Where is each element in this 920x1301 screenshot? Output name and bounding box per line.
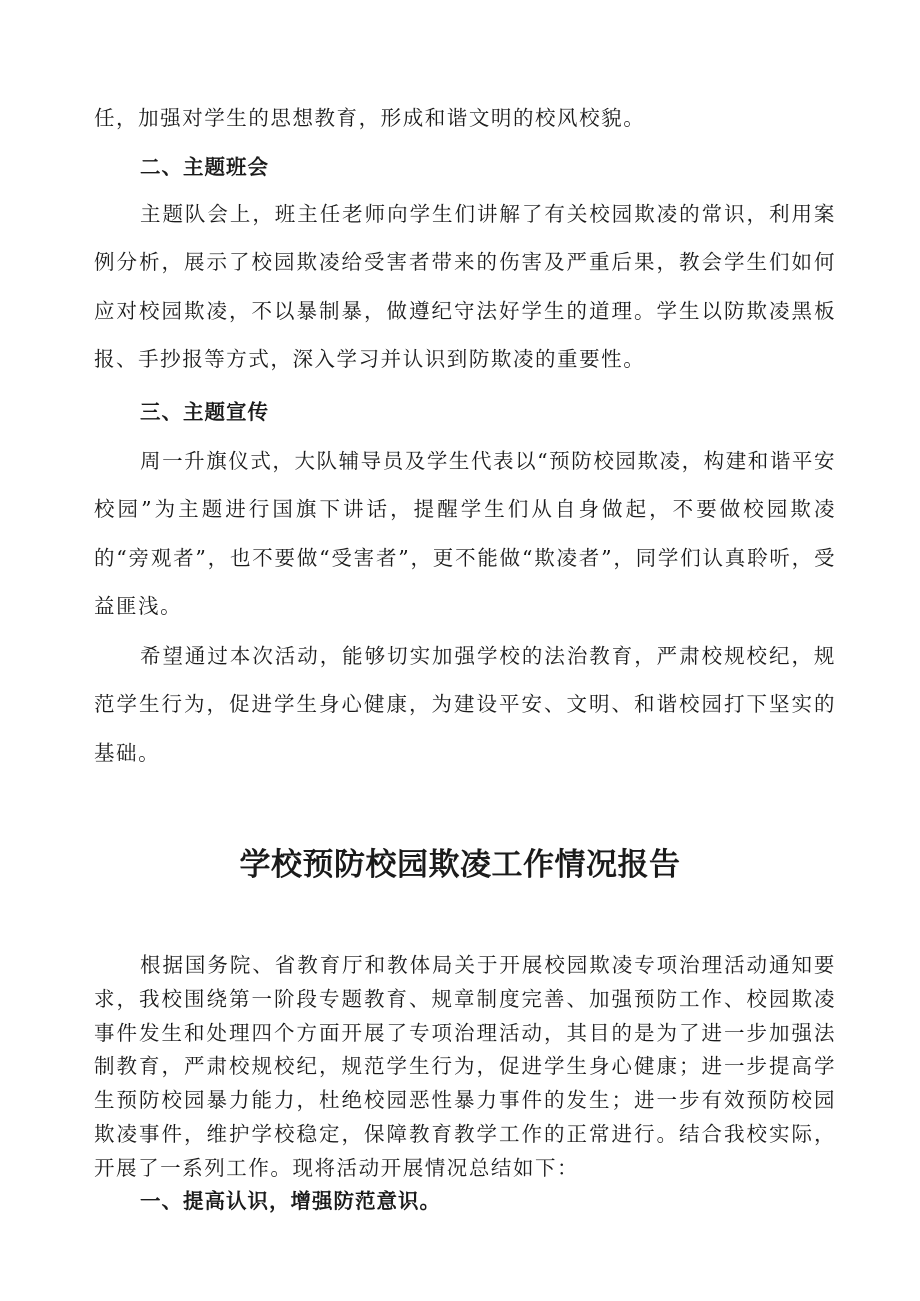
section2-body: 主题队会上，班主任老师向学生们讲解了有关校园欺凌的常识，利用案例分析，展示了校园欺凌给受害者带来的伤害及严重后果，教会学生们如何应对校园欺凌，不以暴制暴，做遵纪守法好学生的道理。学生以防欺凌黑板报、手抄报等方式，深入学习并认识到防欺凌的重要性。 — [94, 202, 836, 371]
section3-heading: 三、主题宣传 — [140, 400, 269, 424]
section3-body: 周一升旗仪式，大队辅导员及学生代表以“预防校园欺凌，构建和谐平安校园”为主题进行国旗下讲话，提醒学生们从自身做起，不要做校园欺凌的“旁观者”，也不要做“受害者”，更不能做“欺凌者”，同学们认真聆听，受益匪浅。 — [94, 449, 836, 618]
report-intro: 根据国务院、省教育厅和教体局关于开展校园欺凌专项治理活动通知要求，我校围绕第一阶段专题教育、规章制度完善、加强预防工作、校园欺凌事件发生和处理四个方面开展了专项治理活动，其目的是为了进一步加强法制教育，严肃校规校纪，规范学生行为，促进学生身心健康；进一步提高学生预防校园暴力能力，杜绝校园恶性暴力事件的发生；进一步有效预防校园欺凌事件，维护学校稳定，保障教育教学工作的正常进行。结合我校实际，开展了一系列工作。现将活动开展情况总结如下： — [94, 953, 836, 1180]
section2-heading: 二、主题班会 — [140, 155, 269, 179]
intro-tail-paragraph: 任，加强对学生的思想教育，形成和谐文明的校风校貌。 — [94, 106, 646, 130]
report-title: 学校预防校园欺凌工作情况报告 — [239, 847, 681, 883]
report-section1-heading: 一、提高认识，增强防范意识。 — [140, 1189, 441, 1213]
closing-paragraph: 希望通过本次活动，能够切实加强学校的法治教育，严肃校规校纪，规范学生行为，促进学生身心健康，为建设平安、文明、和谐校园打下坚实的基础。 — [94, 644, 836, 765]
